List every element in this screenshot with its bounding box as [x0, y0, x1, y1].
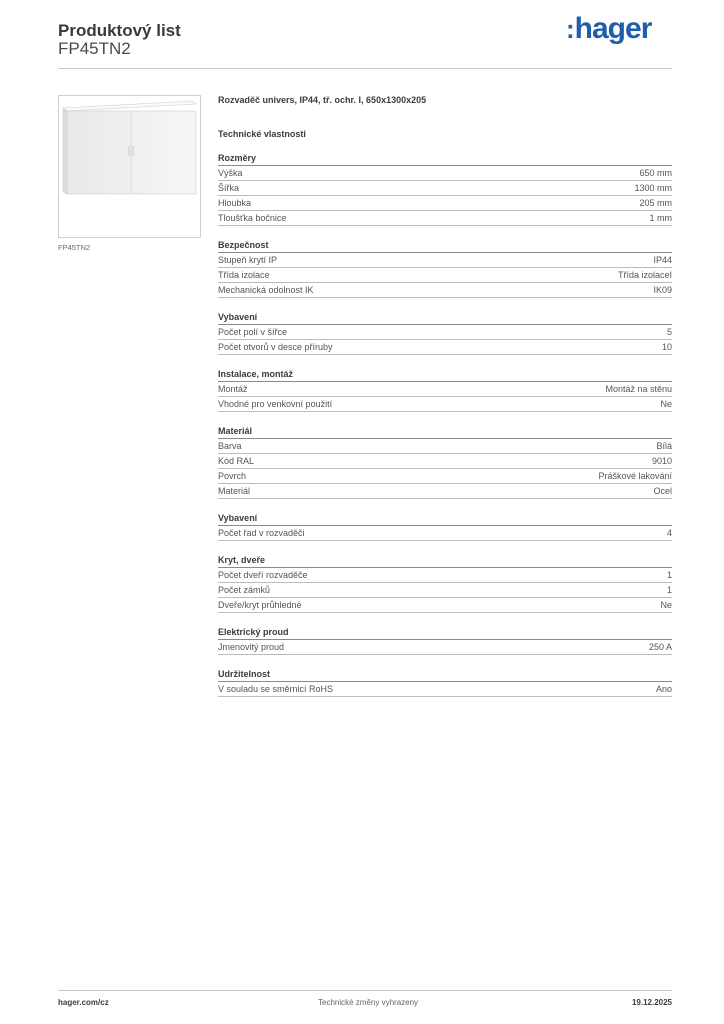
spec-label: Počet dveří rozvaděče — [218, 570, 308, 580]
spec-label: Kód RAL — [218, 456, 255, 466]
spec-label: Jmenovitý proud — [218, 642, 285, 652]
spec-value: Ocel — [653, 486, 672, 496]
spec-value: 10 — [661, 342, 672, 352]
spec-row — [218, 196, 672, 211]
section-title: Materiál — [218, 424, 672, 439]
footer-divider — [58, 990, 672, 991]
spec-label: Barva — [218, 441, 242, 451]
image-caption: FP45TN2 — [58, 243, 91, 252]
cabinet-illustration — [59, 96, 200, 237]
product-code: FP45TN2 — [58, 39, 131, 58]
spec-row — [218, 682, 672, 697]
footer-website: hager.com/cz — [58, 998, 109, 1007]
spec-row — [218, 253, 672, 268]
spec-section — [218, 310, 672, 355]
spec-row — [218, 568, 672, 583]
spec-row — [218, 283, 672, 298]
spec-row — [218, 211, 672, 226]
spec-row — [218, 181, 672, 196]
spec-row — [218, 325, 672, 340]
spec-section — [218, 511, 672, 541]
spec-value: 1 — [666, 585, 672, 595]
spec-row — [218, 454, 672, 469]
spec-label: Počet otvorů v desce příruby — [218, 342, 333, 352]
spec-label: Dveře/kryt průhledné — [218, 600, 302, 610]
spec-row — [218, 268, 672, 283]
spec-value: Práškové lakování — [598, 471, 672, 481]
logo-text: hager — [574, 12, 652, 45]
spec-value: 1 — [666, 570, 672, 580]
spec-label: Materiál — [218, 486, 251, 496]
spec-label: Montáž — [218, 384, 248, 394]
product-description: Rozvaděč univers, IP44, tř. ochr. I, 650x1300x205 — [218, 95, 427, 105]
spec-label: Tloušťka bočnice — [218, 213, 287, 223]
spec-section — [218, 667, 672, 697]
spec-row — [218, 598, 672, 613]
section-title: Kryt, dveře — [218, 553, 672, 568]
footer-date: 19.12.2025 — [631, 998, 672, 1007]
spec-row — [218, 526, 672, 541]
spec-section — [218, 625, 672, 655]
spec-value: 9010 — [651, 456, 672, 466]
spec-value: 650 mm — [639, 168, 672, 178]
spec-label: Stupeň krytí IP — [218, 255, 278, 265]
spec-label: Počet zámků — [218, 585, 271, 595]
spec-label: Mechanická odolnost IK — [218, 285, 314, 295]
spec-label: Počet řad v rozvaděči — [218, 528, 305, 538]
spec-value: Montáž na stěnu — [605, 384, 672, 394]
spec-label: Šířka — [218, 183, 240, 193]
section-title: Elektrický proud — [218, 625, 672, 640]
spec-section — [218, 367, 672, 412]
spec-label: Povrch — [218, 471, 247, 481]
section-title: Vybavení — [218, 310, 672, 325]
spec-row — [218, 397, 672, 412]
spec-label: Třída izolace — [218, 270, 270, 280]
spec-label: Výška — [218, 168, 243, 178]
spec-row — [218, 469, 672, 484]
spec-section — [218, 553, 672, 613]
page-title: Produktový list — [58, 21, 181, 40]
footer-notice: Technické změny vyhrazeny — [318, 998, 419, 1007]
spec-value: Třída izolaceI — [617, 270, 672, 280]
spec-row — [218, 439, 672, 454]
section-title: Udržitelnost — [218, 667, 672, 682]
technical-properties-title: Technické vlastnosti — [218, 129, 306, 139]
spec-value: 1300 mm — [634, 183, 672, 193]
spec-row — [218, 382, 672, 397]
spec-label: Hloubka — [218, 198, 252, 208]
spec-value: Ano — [655, 684, 672, 694]
spec-section — [218, 151, 672, 226]
spec-value: 1 mm — [649, 213, 672, 223]
spec-section — [218, 238, 672, 298]
spec-value: 4 — [666, 528, 672, 538]
spec-row — [218, 166, 672, 181]
hager-logo — [566, 12, 651, 46]
spec-row — [218, 484, 672, 499]
spec-value: Ne — [660, 600, 672, 610]
specification-content — [218, 93, 672, 709]
spec-value: IK09 — [653, 285, 672, 295]
spec-label: V souladu se směrnicí RoHS — [218, 684, 334, 694]
spec-label: Vhodné pro venkovní použití — [218, 399, 333, 409]
spec-value: Ne — [660, 399, 672, 409]
product-image — [58, 95, 201, 238]
spec-section — [218, 424, 672, 499]
section-title: Instalace, montáž — [218, 367, 672, 382]
section-title: Bezpečnost — [218, 238, 672, 253]
spec-value: Bílá — [656, 441, 672, 451]
spec-value: 250 A — [648, 642, 672, 652]
section-title: Vybavení — [218, 511, 672, 526]
spec-sections — [218, 151, 672, 697]
spec-row — [218, 583, 672, 598]
spec-row — [218, 640, 672, 655]
logo-mark-icon: : — [566, 14, 574, 44]
spec-value: IP44 — [653, 255, 672, 265]
header-divider — [58, 68, 672, 69]
spec-value: 205 mm — [639, 198, 672, 208]
spec-row — [218, 340, 672, 355]
spec-label: Počet polí v šířce — [218, 327, 288, 337]
spec-value: 5 — [666, 327, 672, 337]
section-title: Rozměry — [218, 151, 672, 166]
